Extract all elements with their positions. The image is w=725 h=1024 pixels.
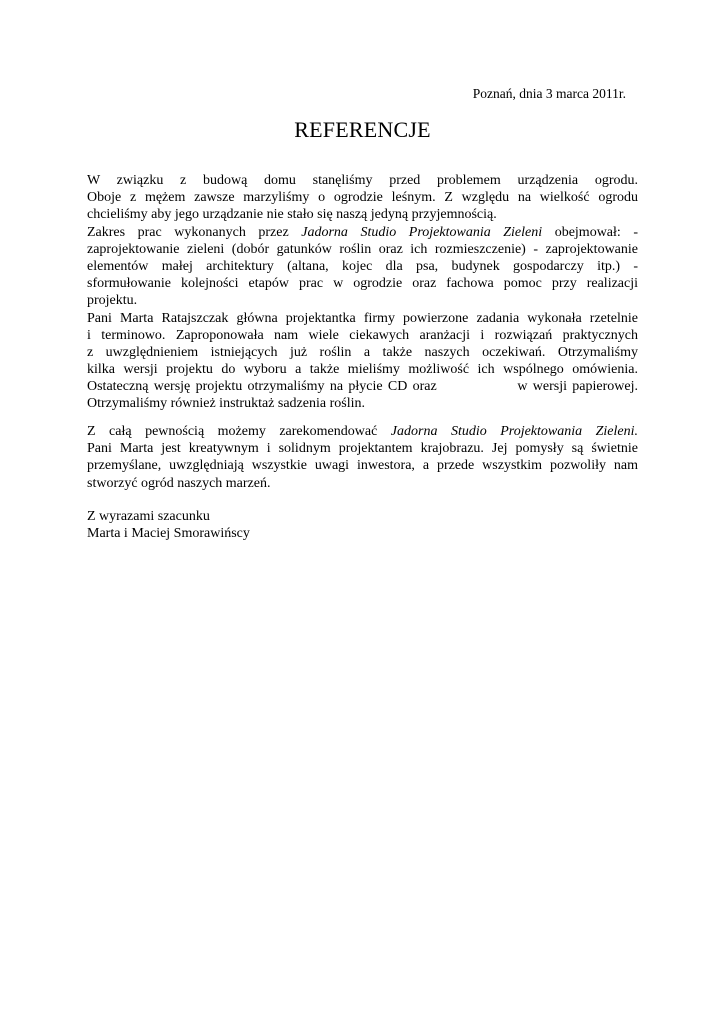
text-line: sformułowanie kolejności etapów prac w ogrodzie oraz fachowa pomoc przy realizacji [87, 276, 638, 292]
recommendation-paragraph [87, 423, 638, 492]
text-line: projektu. [87, 293, 138, 309]
text-fragment: Zakres prac wykonanych przez [87, 224, 289, 240]
closing-block [87, 508, 638, 542]
text-line: W związku z budową domu stanęliśmy przed problemem urządzenia ogrodu. [87, 173, 638, 188]
company-name: Jadorna Studio Projektowania Zieleni. [390, 424, 638, 439]
text-line: zaprojektowanie zieleni (dobór gatunków roślin oraz ich rozmieszczenie) - zaprojektowanie [87, 241, 638, 257]
text-line: przemyślane, uwzględniają wszystkie uwagi inwestora, a przede wszystkim pozwoliły nam [87, 458, 638, 474]
text-line: chcieliśmy aby jego urządzanie nie stało się naszą jedyną przyjemnością. [87, 207, 497, 223]
text-fragment: w wersji papierowej. [517, 379, 638, 395]
text-line: z uwzględnieniem istniejących już roślin a także naszych oczekiwań. Otrzymaliśmy [87, 344, 638, 360]
text-line [87, 423, 638, 440]
text-fragment: Z całą pewnością możemy zarekomendować [87, 424, 378, 439]
letter-title: REFERENCJE [294, 117, 431, 142]
text-fragment: obejmował: - [554, 224, 638, 240]
text-line: i terminowo. Zaproponowała nam wiele ciekawych aranżacji i rozwiązań praktycznych [87, 327, 638, 343]
text-line: Pani Marta jest kreatywnym i solidnym projektantem krajobrazu. Jej pomysły są świetnie [87, 441, 638, 457]
text-line [87, 378, 638, 395]
text-line: Otrzymaliśmy również instruktaż sadzenia roślin. [87, 396, 365, 412]
text-line: elementów małej architektury (altana, kojec dla psa, budynek gospodarczy itp.) - [87, 258, 638, 274]
text-line [87, 224, 638, 241]
text-line: stworzyć ogród naszych marzeń. [87, 475, 271, 491]
signature-names: Marta i Maciej Smorawińscy [87, 526, 250, 542]
text-line: Oboje z mężem zawsze marzyliśmy o ogrodzie leśnym. Z względu na wielkość ogrodu [87, 190, 638, 206]
company-name: Jadorna Studio Projektowania Zieleni [301, 224, 543, 240]
text-line: kilka wersji projektu do wyboru a także mieliśmy możliwość ich wspólnego omówienia. [87, 362, 638, 378]
text-fragment: Ostateczną wersję projektu otrzymaliśmy na płycie CD oraz [87, 379, 437, 395]
letter-date: Poznań, dnia 3 marca 2011r. [472, 86, 626, 101]
text-line: Pani Marta Ratajszczak główna projektantka firmy powierzone zadania wykonała rzetelnie [87, 310, 638, 326]
letter-body [87, 172, 638, 413]
closing-salutation: Z wyrazami szacunku [87, 509, 210, 524]
